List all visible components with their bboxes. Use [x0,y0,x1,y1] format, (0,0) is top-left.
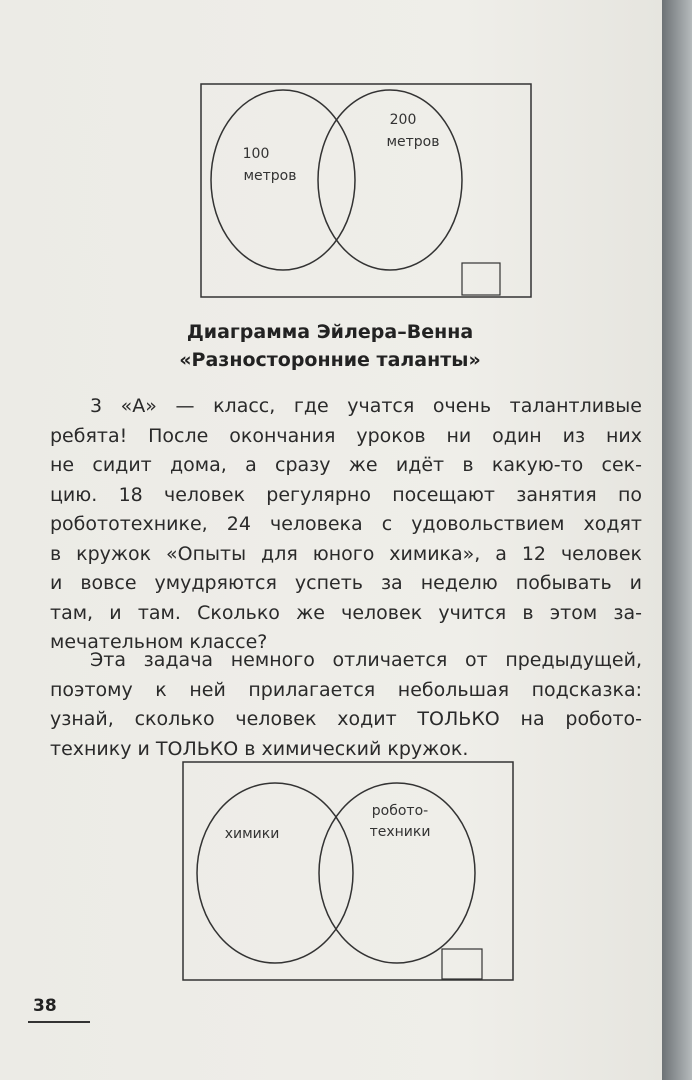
set-circle-chemists [197,783,353,963]
text-line: цию. 18 человек регулярно посещают занятия по [50,483,642,506]
text-line: ребята! После окончания уроков ни один из них [50,424,642,447]
text-line: робототехнике, 24 человека с удовольствием ходят [50,513,642,535]
corner-box [462,263,500,295]
text-line: там, и там. Сколько же человек учится в этом за- [50,601,642,624]
diagram-caption [100,318,560,374]
label-robotics-1: робото- [371,803,429,819]
label-100: 100 [242,146,270,162]
caption-subtitle: «Разносторонние таланты» [179,349,481,371]
corner-box [442,949,482,979]
page-edge-background [662,0,692,1080]
text-line: технику и ТОЛЬКО в химический кружок. [50,737,469,760]
label-robotics-2: техники [369,824,431,840]
label-100-unit: метров [243,168,297,184]
text-line: и вовсе умудряются успеть за неделю побывать и [50,572,642,594]
text-line: узнай, сколько человек ходит ТОЛЬКО на робото- [50,708,642,730]
label-chemists: химики [224,826,280,842]
text-line: поэтому к ней прилагается небольшая подсказка: [50,678,642,701]
text-line: 3 «А» — класс, где учатся очень талантливые [90,395,642,417]
text-line: Эта задача немного отличается от предыдущей, [90,649,642,671]
universal-set-frame [183,762,513,980]
label-200: 200 [389,112,417,128]
text-line: не сидит дома, а сразу же идёт в какую-то сек- [50,454,642,476]
hint-text [50,646,642,764]
venn-diagram-distances [198,82,534,302]
label-200-unit: метров [386,134,440,150]
venn-diagram-clubs [180,760,516,985]
caption-title: Диаграмма Эйлера–Венна [186,321,474,343]
text-line: в кружок «Опыты для юного химика», а 12 человек [50,542,642,565]
page-number-rule [28,1021,90,1023]
text-line: мечательном классе? [50,631,268,653]
page-number: 38 [33,996,57,1016]
problem-text [50,392,642,658]
